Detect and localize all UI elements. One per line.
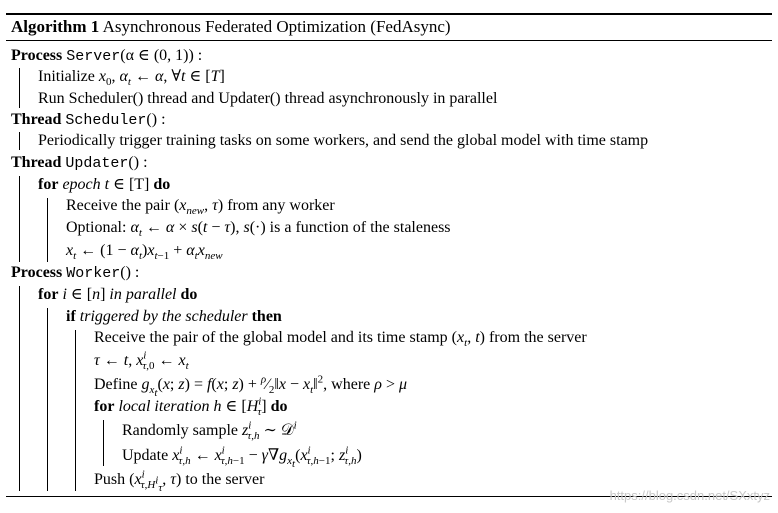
algorithm-title: Asynchronous Federated Optimization (FedAsync) xyxy=(102,17,451,36)
worker-param: () : xyxy=(120,264,140,281)
for-keyword: for xyxy=(38,286,59,303)
for-range: ∈ [T] xyxy=(113,176,150,193)
updater-name: Updater xyxy=(65,155,129,172)
caption-rule xyxy=(6,40,772,41)
server-name: Server xyxy=(66,48,121,65)
worker-line-receive: Receive the pair of the global model and its time stamp ($x_t$, t) from the server xyxy=(94,329,587,350)
scheduler-line-trigger: Periodically trigger training tasks on some workers, and send the global model with time stamp xyxy=(38,132,649,149)
server-line-initialize: Initialize $x_0$, $\alpha_t$ ← α, ∀t ∈ [T] xyxy=(38,68,225,89)
server-header xyxy=(11,46,202,67)
worker-name: Worker xyxy=(66,265,121,282)
scheduler-block-bar xyxy=(19,132,20,150)
scheduler-name: Scheduler xyxy=(65,112,147,129)
worker-line-assign: τ ← t, $x^i_{\tau,0}$ ← $x_t$ xyxy=(94,349,189,373)
for-keyword: for xyxy=(94,398,115,415)
worker-for: for i ∈ [n] in parallel do xyxy=(38,286,198,303)
worker-if-bar xyxy=(75,330,76,491)
server-block-bar xyxy=(19,68,20,108)
updater-param: () : xyxy=(128,154,148,171)
worker-line-update: Update $x^i_{\tau,h}$ ← $x^i_{\tau,h-1} - \gamma\nabla g_{x_t}(x^i_{\tau,h-1}$; $z^i_{\tau,h}$) xyxy=(122,444,362,471)
if-condition: triggered by the scheduler xyxy=(79,308,248,325)
worker-inner-for: for local iteration h ∈ $[H^i_\tau]$ do xyxy=(94,395,288,419)
watermark: https://blog.csdn.net/SXxtyz xyxy=(609,488,770,503)
worker-line-sample: Randomly sample $z^i_{\tau,h}$ ∼ 𝒟$^i$ xyxy=(122,419,297,443)
do-keyword: do xyxy=(180,286,198,303)
algorithm-number: Algorithm 1 xyxy=(11,17,100,36)
worker-inner-for-bar xyxy=(103,420,104,466)
updater-for xyxy=(38,175,170,195)
worker-block-bar xyxy=(19,286,20,491)
top-rule xyxy=(6,13,772,15)
do-keyword: do xyxy=(153,176,171,193)
server-line-run: Run Scheduler() thread and Updater() thread asynchronously in parallel xyxy=(38,90,498,107)
updater-line-receive: Receive the pair ($x_{new}$, τ) from any worker xyxy=(66,197,335,218)
worker-line-define: Define $g_{x_t}(x$; z) = f(x; $z) + ^\rho⁄_2‖x$ − $x_t‖^2$, where ρ > μ xyxy=(94,373,408,400)
algorithm-caption xyxy=(11,17,451,37)
worker-for-bar xyxy=(47,308,48,491)
for-variable: epoch t xyxy=(62,176,110,193)
scheduler-header xyxy=(11,110,166,131)
updater-line-optional: Optional: $\alpha_t$ ← α × s(t − τ), s(·) is a function of the staleness xyxy=(66,219,451,240)
then-keyword: then xyxy=(251,308,282,325)
scheduler-param: () : xyxy=(146,111,166,128)
thread-keyword: Thread xyxy=(11,111,62,128)
updater-for-bar xyxy=(47,198,48,262)
server-param: (α ∈ (0, 1)) : xyxy=(120,47,203,64)
do-keyword: do xyxy=(270,398,288,415)
updater-block-bar xyxy=(19,176,20,262)
for-keyword: for xyxy=(38,176,59,193)
process-keyword: Process xyxy=(11,47,63,64)
worker-line-push: Push ($x^i_{\tau,H^i_\tau}$, τ) to the server xyxy=(94,468,265,495)
inner-for-condition: local iteration h xyxy=(118,398,222,415)
for-parallel: in parallel xyxy=(109,286,177,303)
worker-if xyxy=(66,307,282,327)
worker-header xyxy=(11,263,139,284)
thread-keyword: Thread xyxy=(11,154,62,171)
updater-line-update: $x_t$ ← $(1 - \alpha_t)x_{t-1} + \alpha_tx_{new}$ xyxy=(66,242,223,263)
updater-header xyxy=(11,153,148,174)
process-keyword: Process xyxy=(11,264,63,281)
if-keyword: if xyxy=(66,308,76,325)
